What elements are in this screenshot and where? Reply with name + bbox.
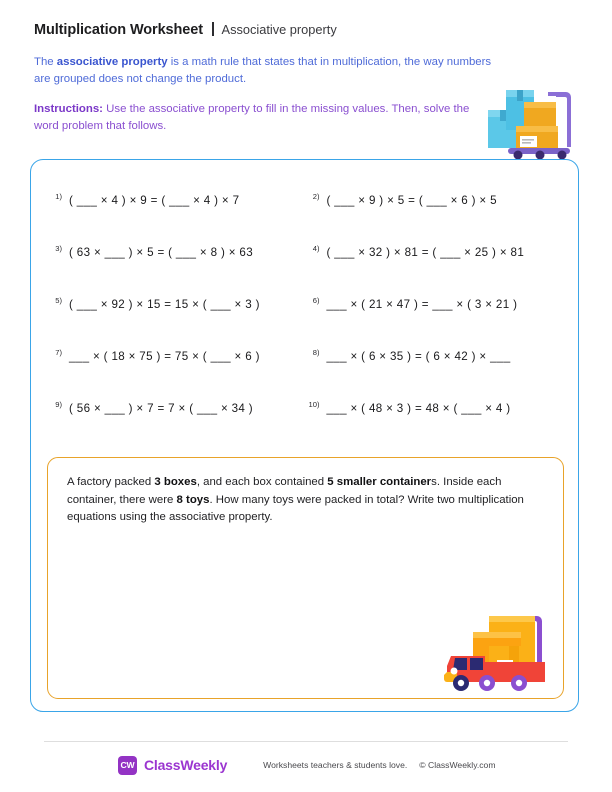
title-subtitle: Associative property [221,22,337,37]
brand-logo[interactable] [118,756,227,775]
definition-pre: The [34,56,57,68]
problem-equation: ( 56 × ___ ) × 7 = 7 × ( ___ × 34 ) [69,401,254,415]
problem-number: 10) [308,399,320,409]
instructions-body: Use the associative property to fill in the missing values. Then, solve the word problem that follows. [34,103,470,132]
brand-name: ClassWeekly [144,757,228,773]
problem-item[interactable] [49,330,307,382]
problem-number: 5) [55,295,62,305]
problem-item[interactable] [307,382,565,434]
title-separator [212,22,214,36]
word-bold-containers: 5 smaller container [327,476,432,488]
word-part-3: s. Inside each container, there were [67,476,502,506]
footer-tagline: Worksheets teachers & students love. [263,760,408,770]
problem-equation: ( 63 × ___ ) × 5 = ( ___ × 8 ) × 63 [69,245,254,259]
word-problem-box[interactable] [47,457,564,699]
word-part-4: . How many toys were packed in total? Write two multiplication equations using the associative property. [67,493,524,523]
delivery-truck-illustration [439,600,557,696]
problems-panel [30,159,579,712]
brand-badge-icon: CW [118,756,137,775]
problem-number: 4) [312,243,320,253]
word-part-1: A factory packed [67,476,155,488]
problem-equation: ___ × ( 18 × 75 ) = 75 × ( ___ × 6 ) [69,349,260,363]
word-problem-text [67,474,545,527]
problem-item[interactable] [49,174,307,226]
problem-equation: ( ___ × 4 ) × 9 = ( ___ × 4 ) × 7 [69,193,240,207]
footer-divider [44,741,568,742]
definition-term: associative property [56,56,168,68]
problem-item[interactable] [307,174,565,226]
problem-item[interactable] [307,278,565,330]
page-footer [44,752,568,778]
instructions-text [34,101,496,134]
definition-post: is a math rule that states that in multiplication, the way numbers are grouped does not change the product. [34,56,492,85]
problem-equation: ( ___ × 32 ) × 81 = ( ___ × 25 ) × 81 [326,245,525,259]
problem-item[interactable] [49,382,307,434]
page-title [34,20,578,38]
problem-number: 7) [55,347,62,357]
title-main: Multiplication Worksheet [34,22,203,38]
problem-number: 8) [312,347,320,357]
problem-item[interactable] [49,226,307,278]
problem-number: 1) [55,191,62,201]
problem-equation: ___ × ( 21 × 47 ) = ___ × ( 3 × 21 ) [326,297,518,311]
problem-number: 9) [55,399,62,409]
word-part-2: , and each box contained [196,476,328,488]
problem-item[interactable] [49,278,307,330]
word-bold-boxes: 3 boxes [154,476,197,488]
problem-item[interactable] [307,226,565,278]
hand-truck-illustration [486,82,582,160]
instructions-label: Instructions: [34,103,103,115]
problem-equation: ( ___ × 9 ) × 5 = ( ___ × 6 ) × 5 [326,193,497,207]
problem-equation: ___ × ( 48 × 3 ) = 48 × ( ___ × 4 ) [326,401,511,415]
problem-number: 2) [312,191,320,201]
problem-item[interactable] [307,330,565,382]
definition-text [34,54,496,87]
problem-equation: ( ___ × 92 ) × 15 = 15 × ( ___ × 3 ) [69,297,260,311]
problems-grid [31,174,578,434]
problem-number: 3) [55,243,62,253]
word-bold-toys: 8 toys [176,493,210,506]
problem-equation: ___ × ( 6 × 35 ) = ( 6 × 42 ) × ___ [326,349,511,363]
problem-number: 6) [312,295,320,305]
footer-copyright: © ClassWeekly.com [419,760,496,770]
